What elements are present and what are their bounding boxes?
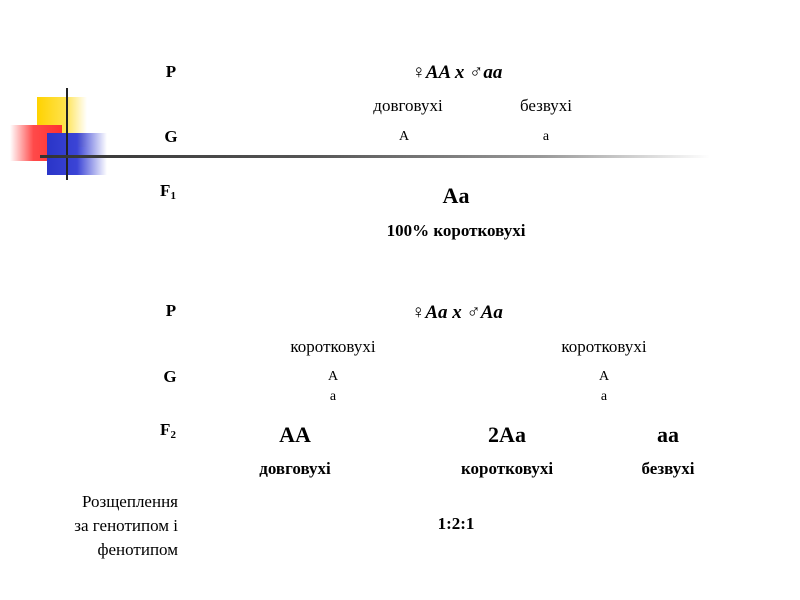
cross2-phenotype-left: коротковухі	[290, 337, 376, 356]
segregation-label-line-1: Розщеплення	[81, 492, 178, 511]
cross1-gamete-right: a	[542, 129, 550, 144]
decor-horizontal-line	[40, 155, 710, 158]
cross1-offspring-phenotype: 100% коротковухі	[386, 221, 526, 240]
cross1-gamete-left: A	[398, 129, 410, 144]
cross1-phenotype-left: довговухі	[373, 96, 443, 115]
cross2-gamete-left-2: a	[329, 389, 337, 404]
segregation-label	[74, 490, 178, 562]
cross1-offspring-genotype: Aa	[442, 183, 470, 208]
f2-subscript: 2	[170, 429, 176, 441]
cross2-gamete-left-1: A	[327, 369, 339, 384]
cross2-g-label: G	[163, 367, 177, 386]
decor-vertical-line	[66, 88, 68, 180]
cross1-phenotype-right: безвухі	[519, 96, 573, 115]
cross2-phenotype-1: довговухі	[259, 459, 331, 478]
cross2-phenotype-2: коротковухі	[460, 459, 554, 478]
cross2-genotype-3: aa	[657, 422, 679, 447]
cross1-p-label: P	[165, 62, 177, 81]
cross2-f-label	[160, 420, 176, 441]
cross2-phenotype-right: коротковухі	[561, 337, 647, 356]
f1-subscript: 1	[170, 190, 176, 202]
cross2-parents: ♀Aa x ♂Aa	[411, 302, 503, 323]
cross2-p-label: P	[165, 301, 177, 320]
cross1-parents: ♀AA x ♂aa	[411, 62, 503, 83]
cross2-genotype-2: 2Aa	[488, 422, 526, 447]
cross2-genotype-1: AA	[279, 422, 311, 447]
segregation-label-line-3: фенотипом	[97, 540, 178, 559]
segregation-label-line-2: за генотипом і	[74, 516, 178, 535]
segregation-ratio: 1:2:1	[437, 514, 475, 533]
f1-letter: F	[160, 181, 171, 200]
cross2-gamete-right-2: a	[600, 389, 608, 404]
decor-blue-square	[47, 133, 107, 175]
cross2-phenotype-3: безвухі	[641, 459, 695, 478]
cross1-f-label	[160, 181, 176, 202]
cross1-g-label: G	[164, 127, 178, 146]
f2-letter: F	[160, 420, 171, 439]
cross2-gamete-right-1: A	[598, 369, 610, 384]
